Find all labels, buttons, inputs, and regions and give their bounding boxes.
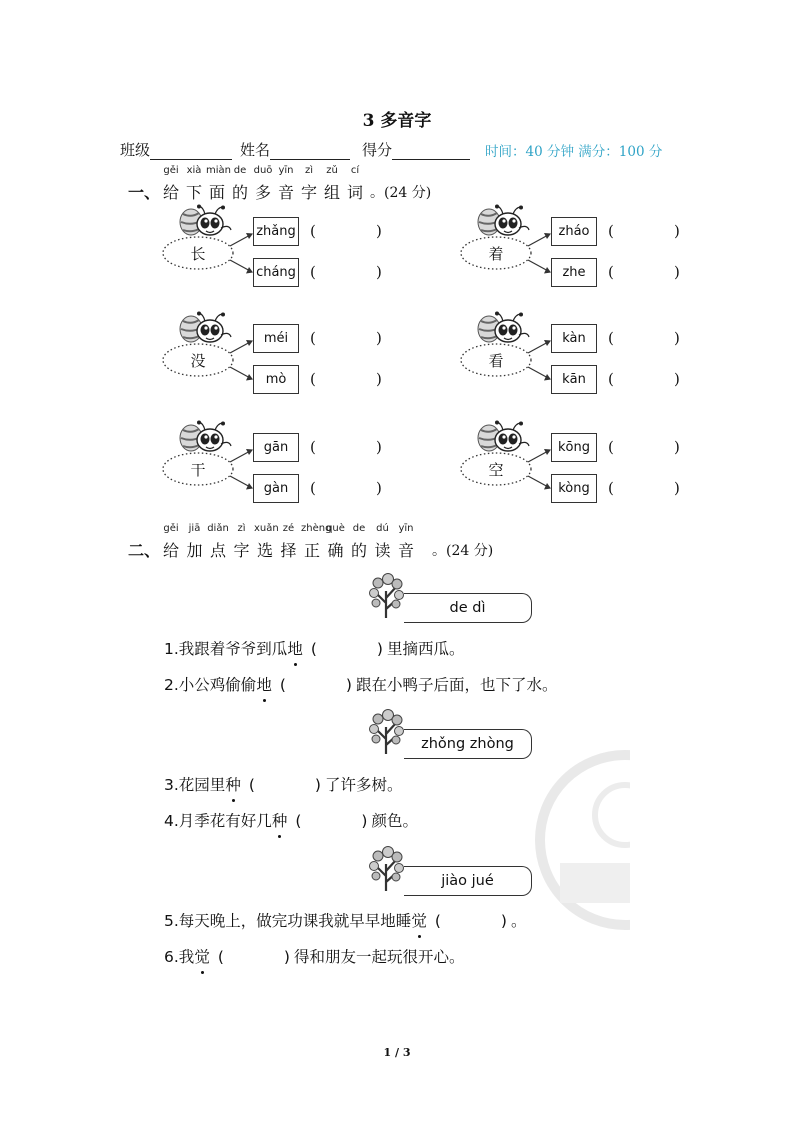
polyphone-group [162,317,402,417]
answer-close-paren[interactable]: ) [376,263,382,281]
answer-open-paren[interactable]: ( [310,479,316,497]
answer-close-paren[interactable]: ) [376,329,382,347]
bubble-arrows [460,337,560,417]
bubble-arrows [162,446,262,526]
answer-close-paren[interactable]: ) [376,370,382,388]
polyphone-char: 看 [488,352,504,370]
pinyin-box: gàn [253,474,299,503]
polyphone-char: 着 [488,245,504,263]
class-label: 班级 [120,141,151,159]
answer-open-paren[interactable]: ( [608,222,614,240]
heading-char: 多 [254,183,271,202]
answer-close-paren[interactable]: ) [376,640,383,658]
answer-close-paren[interactable]: ) [674,329,680,347]
heading-char: 确 [327,541,344,560]
polyphone-group [460,210,700,310]
heading-char: 音 [397,541,414,560]
answer-open-paren[interactable]: ( [310,370,316,388]
polyphone-group [460,317,700,417]
heading-pinyin: zì [304,165,314,176]
polyphone-char: 干 [190,461,206,479]
heading-char: 加 [186,541,203,560]
question-text-before: 月季花有好几 [178,812,272,830]
heading-char: 词 [346,183,363,202]
bubble-arrows [162,337,262,417]
question-text-before: 每天晚上，做完功课我就早早地睡 [178,912,412,930]
tree-icon [368,709,406,759]
heading-pinyin: zǔ [326,165,338,176]
answer-close-paren[interactable]: ) [674,370,680,388]
polyphone-group [162,210,402,310]
answer-close-paren[interactable]: ) [674,438,680,456]
pinyin-box: mò [253,365,299,394]
heading-char: 读 [374,541,391,560]
answer-close-paren[interactable]: ) [283,948,290,966]
answer-open-paren[interactable]: ( [279,676,286,694]
question-number: 6. [164,948,179,966]
heading-char: 给 [162,183,179,202]
heading-char: 正 [303,541,320,560]
answer-open-paren[interactable]: ( [434,912,441,930]
name-field [240,139,350,160]
tree-icon [368,573,406,623]
score-blank[interactable] [392,145,470,160]
pinyin-box: kōng [551,433,597,462]
bubble-arrows [162,230,262,310]
question-number: 3. [164,776,179,794]
polyphone-char: 没 [190,352,206,370]
answer-open-paren[interactable]: ( [310,329,316,347]
pinyin-box: cháng [253,258,299,287]
question-text-after: 里摘西瓜。 [386,640,465,658]
page-title: 3 多音字 [362,111,432,131]
heading-pinyin: duō [253,165,273,176]
reading-option-tag: zhǒng zhòng [404,729,532,759]
heading-char: 组 [323,183,340,202]
score-label: 得分 [362,141,393,159]
heading-char: 字 [233,541,250,560]
answer-open-paren[interactable]: ( [310,438,316,456]
heading-char: 下 [185,183,202,202]
class-field [120,139,232,160]
question-number: 1. [164,640,179,658]
section1-score: 。(24 分) [370,185,432,201]
dotted-character: 觉 [194,945,210,967]
polyphone-char: 空 [488,461,504,479]
pinyin-box: méi [253,324,299,353]
answer-close-paren[interactable]: ) [376,479,382,497]
pinyin-box: zháo [551,217,597,246]
heading-pinyin: de [352,523,366,534]
tree-icon [368,846,406,896]
heading-pinyin: jiā [188,523,201,534]
section2-score: 。(24 分) [432,543,494,559]
pinyin-box: kān [551,365,597,394]
heading-char: 点 [209,541,226,560]
section2-number: 二、 [128,541,161,560]
heading-pinyin: diǎn [207,523,229,534]
question-number: 5. [164,912,179,930]
answer-close-paren[interactable]: ) [376,222,382,240]
answer-open-paren[interactable]: ( [310,222,316,240]
answer-open-paren[interactable]: ( [310,263,316,281]
question-number: 4. [164,812,179,830]
question-text-after: 了许多树。 [324,776,403,794]
pinyin-box: kòng [551,474,597,503]
section2-heading [0,538,794,558]
heading-char: 择 [280,541,297,560]
answer-open-paren[interactable]: ( [608,370,614,388]
question-number: 2. [164,676,179,694]
answer-open-paren[interactable]: ( [248,776,255,794]
question-item [164,809,418,831]
heading-pinyin: zì [237,523,246,534]
bubble-arrows [460,230,560,310]
answer-open-paren[interactable]: ( [217,948,224,966]
question-text-before: 我跟着爷爷到瓜 [178,640,288,658]
question-item [164,637,464,659]
heading-char: 给 [162,541,179,560]
question-item [164,909,526,931]
question-text-after: 得和朋友一起玩很开心。 [293,948,465,966]
dotted-character: 种 [225,773,241,795]
heading-pinyin: xià [186,165,202,176]
bubble-arrows [460,446,560,526]
dotted-character: 种 [272,809,288,831]
heading-pinyin: què [326,523,345,534]
question-item [164,673,557,695]
answer-open-paren[interactable]: ( [608,438,614,456]
name-label: 姓名 [240,141,271,159]
section1-number: 一、 [128,183,161,202]
question-text-after: 颜色。 [371,812,418,830]
pinyin-box: zhǎng [253,217,299,246]
answer-close-paren[interactable]: ) [314,776,321,794]
section2-pinyin [0,523,794,537]
polyphone-char: 长 [190,245,206,263]
heading-pinyin: yīn [278,165,294,176]
answer-open-paren[interactable]: ( [608,263,614,281]
page-number: 1 / 3 [383,1046,411,1059]
answer-close-paren[interactable]: ) [361,812,368,830]
polyphone-group [162,426,402,526]
dotted-character: 地 [256,673,272,695]
heading-pinyin: xuǎn [254,523,279,534]
answer-close-paren[interactable]: ) [500,912,507,930]
pinyin-box: kàn [551,324,597,353]
question-item [164,773,402,795]
answer-open-paren[interactable]: ( [295,812,302,830]
answer-close-paren[interactable]: ) [674,479,680,497]
answer-open-paren[interactable]: ( [608,479,614,497]
reading-option-tag: de dì [404,593,532,623]
question-text-before: 花园里 [178,776,226,794]
question-text-before: 我 [178,948,195,966]
dotted-character: 觉 [411,909,427,931]
heading-pinyin: gěi [163,523,179,534]
heading-pinyin: de [233,165,247,176]
answer-close-paren[interactable]: ) [345,676,352,694]
dotted-character: 地 [287,637,303,659]
question-text-after: 跟在小鸭子后面，也下了水。 [355,676,558,694]
heading-char: 的 [231,183,248,202]
heading-char: 的 [350,541,367,560]
pinyin-box: gān [253,433,299,462]
heading-pinyin: zhèng [301,523,332,534]
heading-pinyin: gěi [163,165,179,176]
heading-char: 音 [277,183,294,202]
time-info: 时间：40 分钟 满分：100 分 [485,144,663,160]
score-field [362,139,470,160]
answer-close-paren[interactable]: ) [674,263,680,281]
question-text-before: 小公鸡偷偷 [178,676,257,694]
heading-char: 选 [256,541,273,560]
section1-pinyin [0,165,794,179]
heading-pinyin: miàn [206,165,231,176]
watermark-seal-icon [530,745,630,930]
class-blank[interactable] [150,145,232,160]
answer-close-paren[interactable]: ) [674,222,680,240]
polyphone-group [460,426,700,526]
answer-open-paren[interactable]: ( [310,640,317,658]
answer-open-paren[interactable]: ( [608,329,614,347]
question-item [164,945,464,967]
heading-char: 字 [300,183,317,202]
heading-pinyin: yīn [398,523,414,534]
name-blank[interactable] [270,145,350,160]
heading-char: 面 [208,183,225,202]
question-text-after: 。 [510,912,527,930]
heading-pinyin: zé [282,523,295,534]
answer-close-paren[interactable]: ) [376,438,382,456]
heading-pinyin: cí [350,165,360,176]
reading-option-tag: jiào jué [404,866,532,896]
heading-pinyin: dú [376,523,389,534]
pinyin-box: zhe [551,258,597,287]
